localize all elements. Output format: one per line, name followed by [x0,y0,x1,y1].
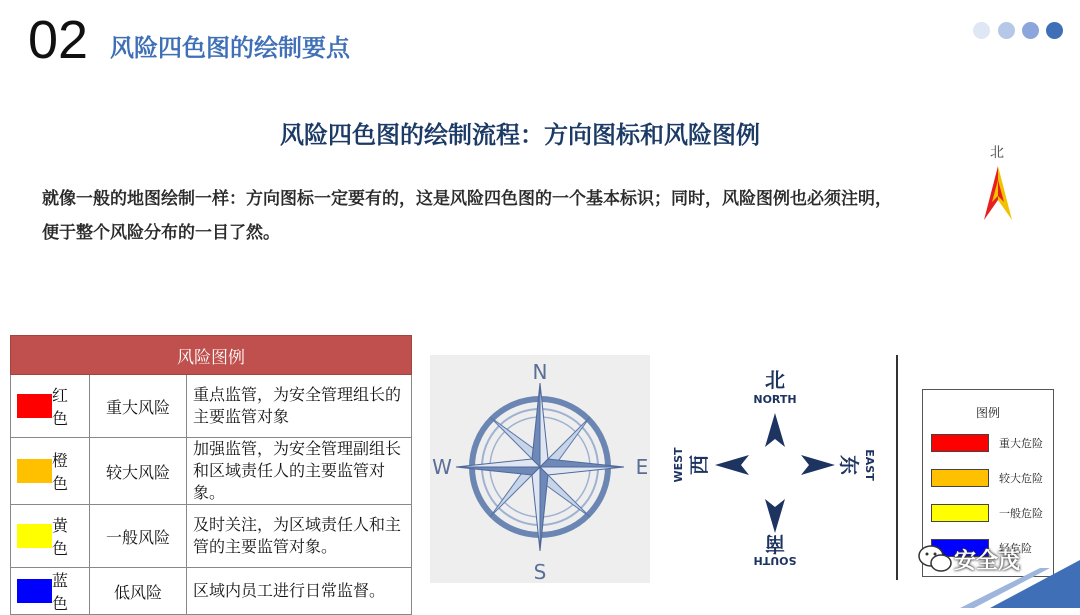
south-cn-label: 南 [765,532,785,556]
color-cell [11,375,90,438]
east-en-label: EAST [863,449,876,481]
color-swatch [17,524,52,548]
risk-level: 较大风险 [90,438,187,505]
south-en-label: SOUTH [753,554,797,567]
color-swatch [17,459,52,483]
color-name: 红色 [51,386,68,428]
north-marker-label: 北 [990,145,1004,161]
compass-e: E [635,455,649,479]
color-name: 黄色 [51,516,68,558]
mini-legend-swatch [931,469,989,487]
direction-arrows-icon [668,365,888,575]
mini-legend-label: 一般危险 [999,507,1043,520]
north-marker [972,140,1022,232]
mini-legend-label: 重大危险 [999,437,1043,450]
color-cell [11,438,90,505]
mini-legend-swatch [931,504,989,522]
progress-dot [1046,22,1063,39]
mini-legend-title: 图例 [975,406,1000,420]
mini-legend-swatch [931,434,989,452]
body-paragraph: 就像一般的地图绘制一样：方向图标一定要有的，这是风险四色图的一个基本标识；同时，风险图例也必须注明，便于整个风险分布的一目了然。 [42,189,892,243]
section-title: 风险四色图的绘制要点 [110,34,350,62]
table-row [11,568,412,615]
progress-dot [998,22,1015,39]
table-row [11,505,412,568]
risk-description: 区域内员工进行日常监督。 [187,568,412,615]
progress-dot [973,22,990,39]
west-cn-label: 西 [687,455,711,475]
compass-s: S [533,560,547,583]
risk-description: 及时关注，为区域责任人和主管的主要监管对象。 [187,505,412,568]
risk-legend-table [10,335,412,615]
table-row [11,375,412,438]
risk-level: 重大风险 [90,375,187,438]
compass-w: W [432,455,452,479]
vertical-divider [896,355,898,580]
mini-legend-item [931,434,1049,452]
risk-description: 重点监管，为安全管理组长的主要监管对象 [187,375,412,438]
risk-legend-title: 风险图例 [11,336,412,375]
mini-legend-item [931,504,1049,522]
mini-legend-item [931,469,1049,487]
progress-dot [1022,22,1039,39]
direction-arrows [668,365,888,575]
table-row [11,438,412,505]
color-swatch [17,394,52,418]
color-name: 蓝色 [51,571,68,613]
east-cn-label: 东 [837,455,861,475]
risk-description: 加强监管，为安全管理副组长和区域责任人的主要监管对象。 [187,438,412,505]
compass-rose-icon [430,355,650,583]
color-swatch [17,579,52,603]
risk-level: 一般风险 [90,505,187,568]
mini-legend-label: 轻危险 [999,542,1032,555]
color-cell [11,505,90,568]
compass-n: N [532,360,548,384]
west-en-label: WEST [672,447,685,483]
slide-subtitle: 风险四色图的绘制流程：方向图标和风险图例 [280,121,760,149]
slide-number: 02 [28,10,89,70]
risk-level: 低风险 [90,568,187,615]
north-cn-label: 北 [765,368,785,392]
watermark-text: 安全茂 [954,549,1021,574]
wechat-icon [918,544,952,574]
watermark [918,538,1038,578]
compass-rose [430,355,650,583]
color-cell [11,568,90,615]
color-name: 橙色 [51,451,68,493]
mini-legend-label: 较大危险 [999,472,1043,485]
north-en-label: NORTH [753,393,797,406]
